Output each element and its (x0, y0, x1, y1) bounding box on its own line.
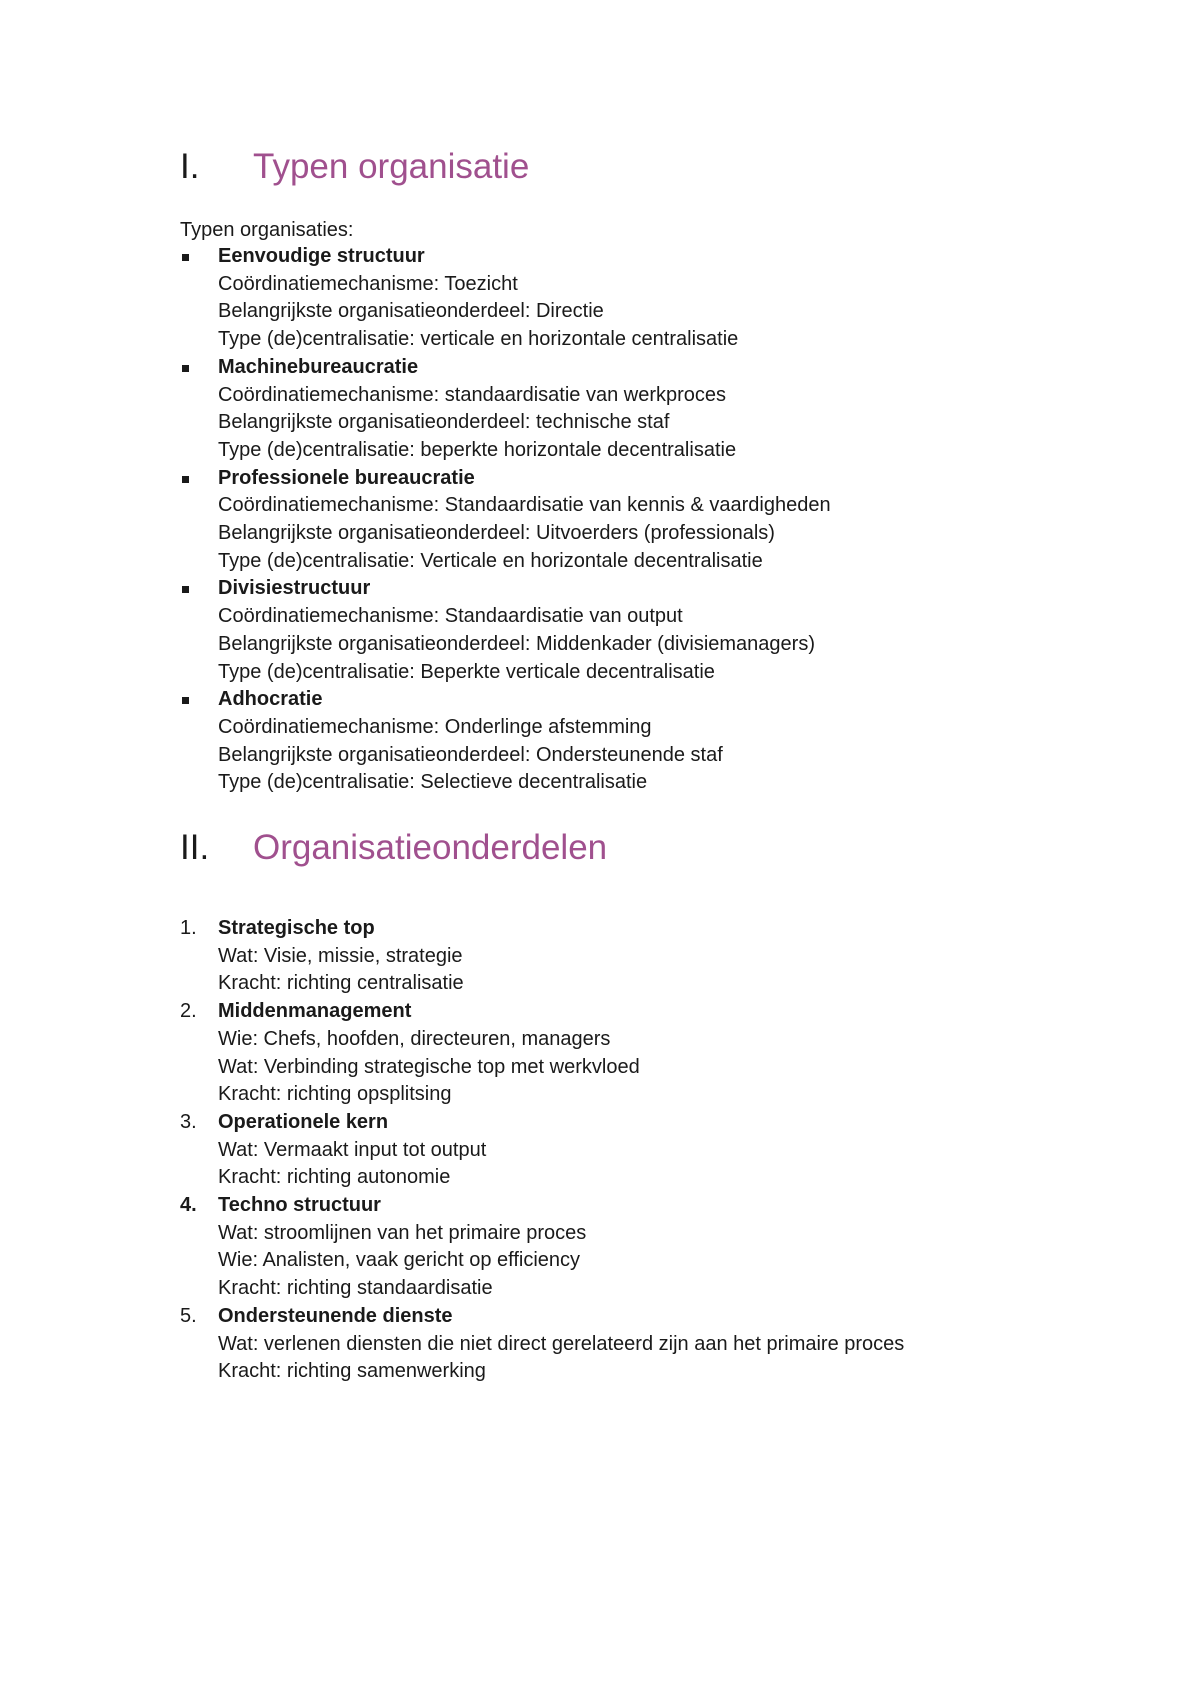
square-bullet-icon (182, 586, 189, 593)
list-item-line: Wie: Chefs, hoofden, directeuren, managers (218, 1027, 611, 1050)
list-item-line: Kracht: richting centralisatie (218, 972, 464, 995)
list-item-line: Coördinatiemechanisme: Onderlinge afstemming (218, 715, 652, 738)
section-title: Typen organisatie (253, 147, 530, 186)
list-number: 5. (180, 1304, 197, 1327)
square-bullet-icon (182, 697, 189, 704)
list-item-line: Wie: Analisten, vaak gericht op efficiency (218, 1249, 581, 1272)
list-item-title: Eenvoudige structuur (218, 245, 425, 267)
square-bullet-icon (182, 476, 189, 483)
list-item-line: Coördinatiemechanisme: Standaardisatie van kennis & vaardigheden (218, 494, 831, 517)
list-item-line: Type (de)centralisatie: beperkte horizontale decentralisatie (218, 438, 737, 461)
list-item (180, 686, 831, 797)
list-number: 1. (180, 917, 197, 939)
list-item-line: Type (de)centralisatie: Beperkte verticale decentralisatie (218, 660, 715, 683)
list-item-line: Kracht: richting standaardisatie (218, 1277, 493, 1300)
organisation-parts-list (180, 915, 904, 1386)
list-item-line: Type (de)centralisatie: verticale en horizontale centralisatie (218, 328, 739, 351)
list-item-title: Middenmanagement (218, 1000, 412, 1023)
list-item-line: Coördinatiemechanisme: standaardisatie van werkproces (218, 383, 727, 406)
list-item-line: Kracht: richting autonomie (218, 1166, 451, 1189)
list-item-title: Machinebureaucratie (218, 355, 419, 378)
list-item (180, 915, 904, 998)
list-item (180, 998, 904, 1109)
list-item-line: Belangrijkste organisatieonderdeel: technische staf (218, 411, 670, 434)
list-item-line: Wat: verlenen diensten die niet direct gerelateerd zijn aan het primaire proces (218, 1332, 905, 1355)
section-heading-1 (180, 147, 529, 187)
section-number: II. (180, 828, 210, 867)
list-item (180, 243, 831, 354)
list-number: 2. (180, 1000, 197, 1023)
list-number: 4. (180, 1194, 197, 1217)
list-item (180, 465, 831, 576)
list-item-line: Type (de)centralisatie: Verticale en horizontale decentralisatie (218, 549, 763, 572)
list-item (180, 1109, 904, 1192)
list-item-line: Coördinatiemechanisme: Standaardisatie van output (218, 605, 683, 628)
list-item-line: Kracht: richting samenwerking (218, 1360, 486, 1383)
section-intro: Typen organisaties: (180, 219, 354, 241)
list-item-title: Professionele bureaucratie (218, 466, 475, 489)
list-item-line: Belangrijkste organisatieonderdeel: Directie (218, 300, 604, 323)
square-bullet-icon (182, 365, 189, 372)
section-title: Organisatieonderdelen (253, 828, 608, 867)
list-item-line: Belangrijkste organisatieonderdeel: Uitvoerders (professionals) (218, 522, 775, 545)
list-item-line: Kracht: richting opsplitsing (218, 1083, 452, 1106)
list-item-title: Adhocratie (218, 688, 323, 711)
list-item-title: Operationele kern (218, 1110, 389, 1133)
list-number: 3. (180, 1110, 197, 1133)
section-number: I. (180, 147, 200, 186)
list-item (180, 354, 831, 465)
list-item-line: Belangrijkste organisatieonderdeel: Ondersteunende staf (218, 743, 723, 766)
list-item-line: Wat: Verbinding strategische top met werkvloed (218, 1055, 640, 1078)
list-item-line: Type (de)centralisatie: Selectieve decentralisatie (218, 771, 648, 794)
list-item (180, 575, 831, 686)
list-item-line: Wat: Visie, missie, strategie (218, 944, 463, 967)
list-item-line: Belangrijkste organisatieonderdeel: Middenkader (divisiemanagers) (218, 632, 815, 655)
list-item-line: Wat: Vermaakt input tot output (218, 1138, 487, 1161)
list-item (180, 1303, 904, 1386)
section-heading-2 (180, 828, 607, 868)
list-item-title: Ondersteunende dienste (218, 1304, 453, 1327)
list-item-title: Strategische top (218, 917, 375, 939)
list-item-title: Techno structuur (218, 1194, 381, 1217)
list-item-line: Coördinatiemechanisme: Toezicht (218, 272, 518, 295)
list-item-line: Wat: stroomlijnen van het primaire proces (218, 1221, 587, 1244)
list-item-title: Divisiestructuur (218, 577, 371, 600)
square-bullet-icon (182, 254, 189, 261)
organisation-types-list (180, 243, 831, 797)
list-item (180, 1192, 904, 1303)
